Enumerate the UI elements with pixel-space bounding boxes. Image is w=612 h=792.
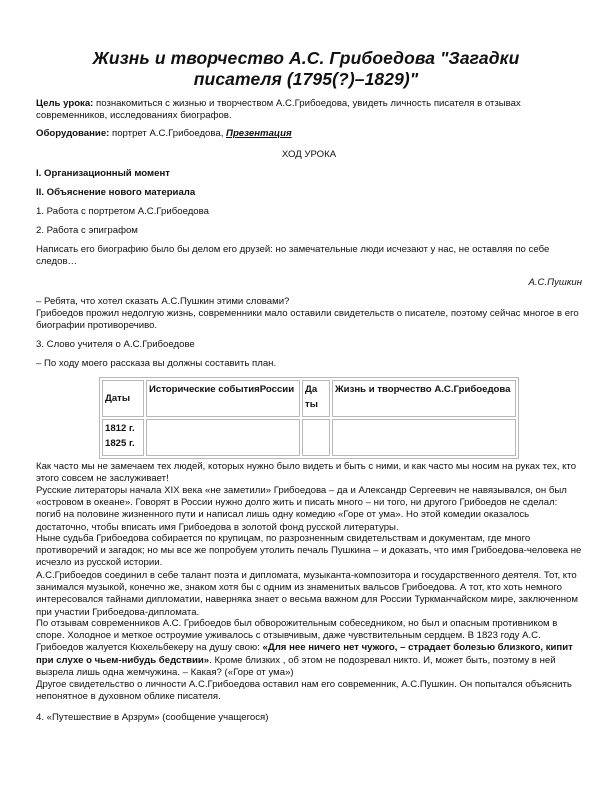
goal-label: Цель урока: [36, 98, 94, 109]
section-organizational: I. Организационный момент [36, 168, 170, 179]
paragraph-part: По отзывам современников А.С. Грибоедов был обворожительным собеседником, но был и опасным противником в споре. Холодное и меткое остроумие уживалось с отзывчивым, даже чувствительным сердцем. В 1823 году А.С. Грибоедов жалуется Кюхельбекеру на душу свою: [36, 618, 558, 654]
question-text: – Ребята, что хотел сказать А.С.Пушкин этими словами? [36, 296, 290, 307]
table-row [102, 419, 516, 456]
presentation-link[interactable]: Презентация [226, 128, 292, 139]
table-header-cell: Жизнь и творчество А.С.Грибоедова [332, 380, 516, 417]
paragraph: Ныне судьба Грибоедова собирается по крупицам, по разрозненным свидетельствам и документам, где много противоречий и загадок; но мы все же попробуем утолить печаль Пушкина – и доказать, что имя Грибоедова-человека не исчезло из русской истории. [36, 533, 582, 569]
equipment-label: Оборудование: [36, 128, 110, 139]
paragraph-part: . Кроме близких , об этом не подозревал никто. И, может быть, поэтому в ней вызрела лишь одна жемчужина. – Какая? («Горе от ума») [36, 654, 556, 678]
item-arzrum: 4. «Путешествие в Арзрум» (сообщение учащегося) [36, 712, 269, 723]
table-cell-empty[interactable] [146, 419, 300, 456]
quote-bold: «Для нее ничего нет чужого, – страдает болезью близкого, кипит при слухе о чьем-нибудь бедствии» [36, 642, 573, 666]
goal-text: познакомиться с жизнью и творчеством А.С.Грибоедова, увидеть личность писателя в отзывах современников, исследованиях биографов. [36, 98, 521, 122]
table-cell-empty[interactable] [302, 419, 330, 456]
page-title: Жизнь и творчество А.С. Грибоедова "Загадки писателя (1795(?)–1829)" [92, 48, 520, 89]
table-header-cell: Даты [102, 380, 144, 417]
equipment [36, 128, 582, 140]
section-explanation: II. Объяснение нового материала [36, 187, 196, 198]
date-1825: 1825 г. [105, 438, 135, 449]
answer-text: Грибоедов прожил недолгую жизнь, современники мало оставили свидетельств о писателе, поэтому сейчас многое в его биографии противоречиво. [36, 308, 579, 332]
plan-table [99, 377, 519, 459]
item-epigraph: 2. Работа с эпиграфом [36, 225, 138, 236]
equipment-text: портрет А.С.Грибоедова, [109, 128, 227, 139]
item-portrait: 1. Работа с портретом А.С.Грибоедова [36, 206, 209, 217]
lesson-heading: ХОД УРОКА [281, 149, 337, 160]
table-header-row [102, 380, 516, 417]
paragraph: Другое свидетельство о личности А.С.Грибоедова оставил нам его современник, А.С.Пушкин. Он попытался объяснить непонятное в духовном облике писателя. [36, 679, 572, 703]
epigraph-author: А.С.Пушкин [528, 277, 582, 288]
table-cell-empty[interactable] [332, 419, 516, 456]
table-header-cell: Исторические событияРоссии [146, 380, 300, 417]
item-teacher-word: 3. Слово учителя о А.С.Грибоедове [36, 339, 195, 350]
lesson-goal [36, 98, 582, 122]
paragraph: А.С.Грибоедов соединил в себе талант поэта и дипломата, музыканта-композитора и государственного деятеля. Тот, кто занимался музыкой, конечно же, знаком хотя бы с одним из знаменитых вальсов Грибоедова. А тот, кто хоть немного интересовался тайнами дипломатии, наверняка знает о весьма важном для России Туркманчайском мире, заключенном при участии Грибоедова-дипломата. [36, 570, 578, 618]
paragraph [36, 618, 582, 679]
table-header-cell: Да ты [302, 380, 330, 417]
paragraph: Русские литераторы начала XIX века «не заметили» Грибоедова – да и Александр Сергеевич не навязывался, он был «островом в океане». Говорят в России нужно долго жить и писать много – ни того, ни другого Грибоедов не сделал: погиб на половине жизненного пути и написал лишь одну комедию «Горе от ума». Но этой комедии оказалось достаточно, чтобы вписать имя Грибоедова в золотой фонд русской литературы. [36, 485, 567, 533]
date-1812: 1812 г. [105, 423, 135, 434]
table-cell-dates [102, 419, 144, 456]
plan-note: – По ходу моего рассказа вы должны составить план. [36, 358, 277, 369]
paragraph: Как часто мы не замечаем тех людей, которых нужно было видеть и быть с ними, и как часто мы носим на руках тех, кто этого совсем не заслуживает! [36, 461, 577, 485]
epigraph-text: Написать его биографию было бы делом его друзей: но замечательные люди исчезают у нас, не оставляя по себе следов… [36, 244, 550, 268]
